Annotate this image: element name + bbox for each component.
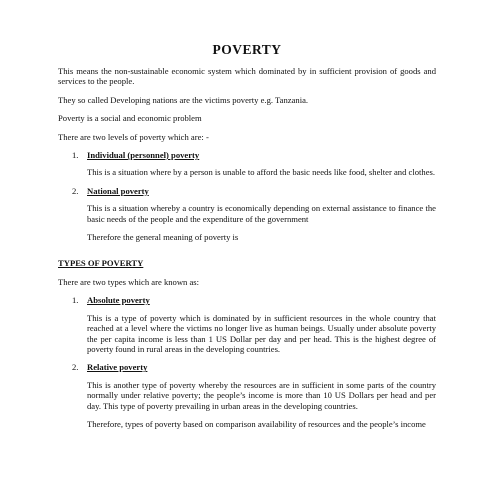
conclusion-text: Therefore, types of poverty based on comparison availability of resources and the people’s income	[87, 418, 426, 429]
list-item-individual-poverty	[58, 150, 436, 160]
list-heading: Individual (personnel) poverty	[87, 150, 200, 161]
intro-problem: Poverty is a social and economic problem	[58, 113, 202, 124]
list-item-absolute-poverty	[58, 295, 436, 305]
intro-definition: This means the non-sustainable economic system which dominated by in sufficient provision of goods and services to the people.	[58, 66, 436, 87]
intro-victims: They so called Developing nations are the victims poverty e.g. Tanzania.	[58, 94, 309, 105]
individual-poverty-text: This is a situation where by a person is unable to afford the basic needs like food, shelter and clothes.	[87, 167, 436, 178]
list-heading: Relative poverty	[87, 362, 148, 373]
absolute-poverty-text: This is a type of poverty which is dominated by in sufficient resources in the whole country that reached at a level where the victims no longer live as human beings. Usually under absolute poverty the per capita income is less than 1 US Dollar per day and per head. This is the highest degree of poverty found in rural areas in the developing countries.	[87, 312, 436, 354]
national-poverty-text: This is a situation whereby a country is economically depending on external assistance to finance the basic needs of the people and the expenditure of the government	[87, 203, 436, 224]
list-item-national-poverty	[58, 186, 436, 196]
list-number: 1.	[72, 295, 79, 306]
intro-levels: There are two levels of poverty which are: -	[58, 131, 209, 142]
list-number: 2.	[72, 185, 79, 196]
list-number: 1.	[72, 150, 79, 161]
list-item-relative-poverty	[58, 362, 436, 372]
relative-poverty-text: This is another type of poverty whereby the resources are in sufficient in some parts of the country normally under relative poverty; the people’s income is more than 10 US Dollars per head and per day. This type of poverty prevailing in urban areas in the developing countries.	[87, 379, 436, 411]
types-intro: There are two types which are known as:	[58, 276, 200, 287]
list-heading: Absolute poverty	[87, 295, 150, 306]
section-heading-types: TYPES OF POVERTY	[58, 258, 144, 269]
page-title: POVERTY	[212, 42, 282, 57]
list-number: 2.	[72, 362, 79, 373]
list-heading: National poverty	[87, 185, 149, 196]
document-page	[58, 42, 436, 437]
meaning-line: Therefore the general meaning of poverty is	[87, 232, 239, 243]
